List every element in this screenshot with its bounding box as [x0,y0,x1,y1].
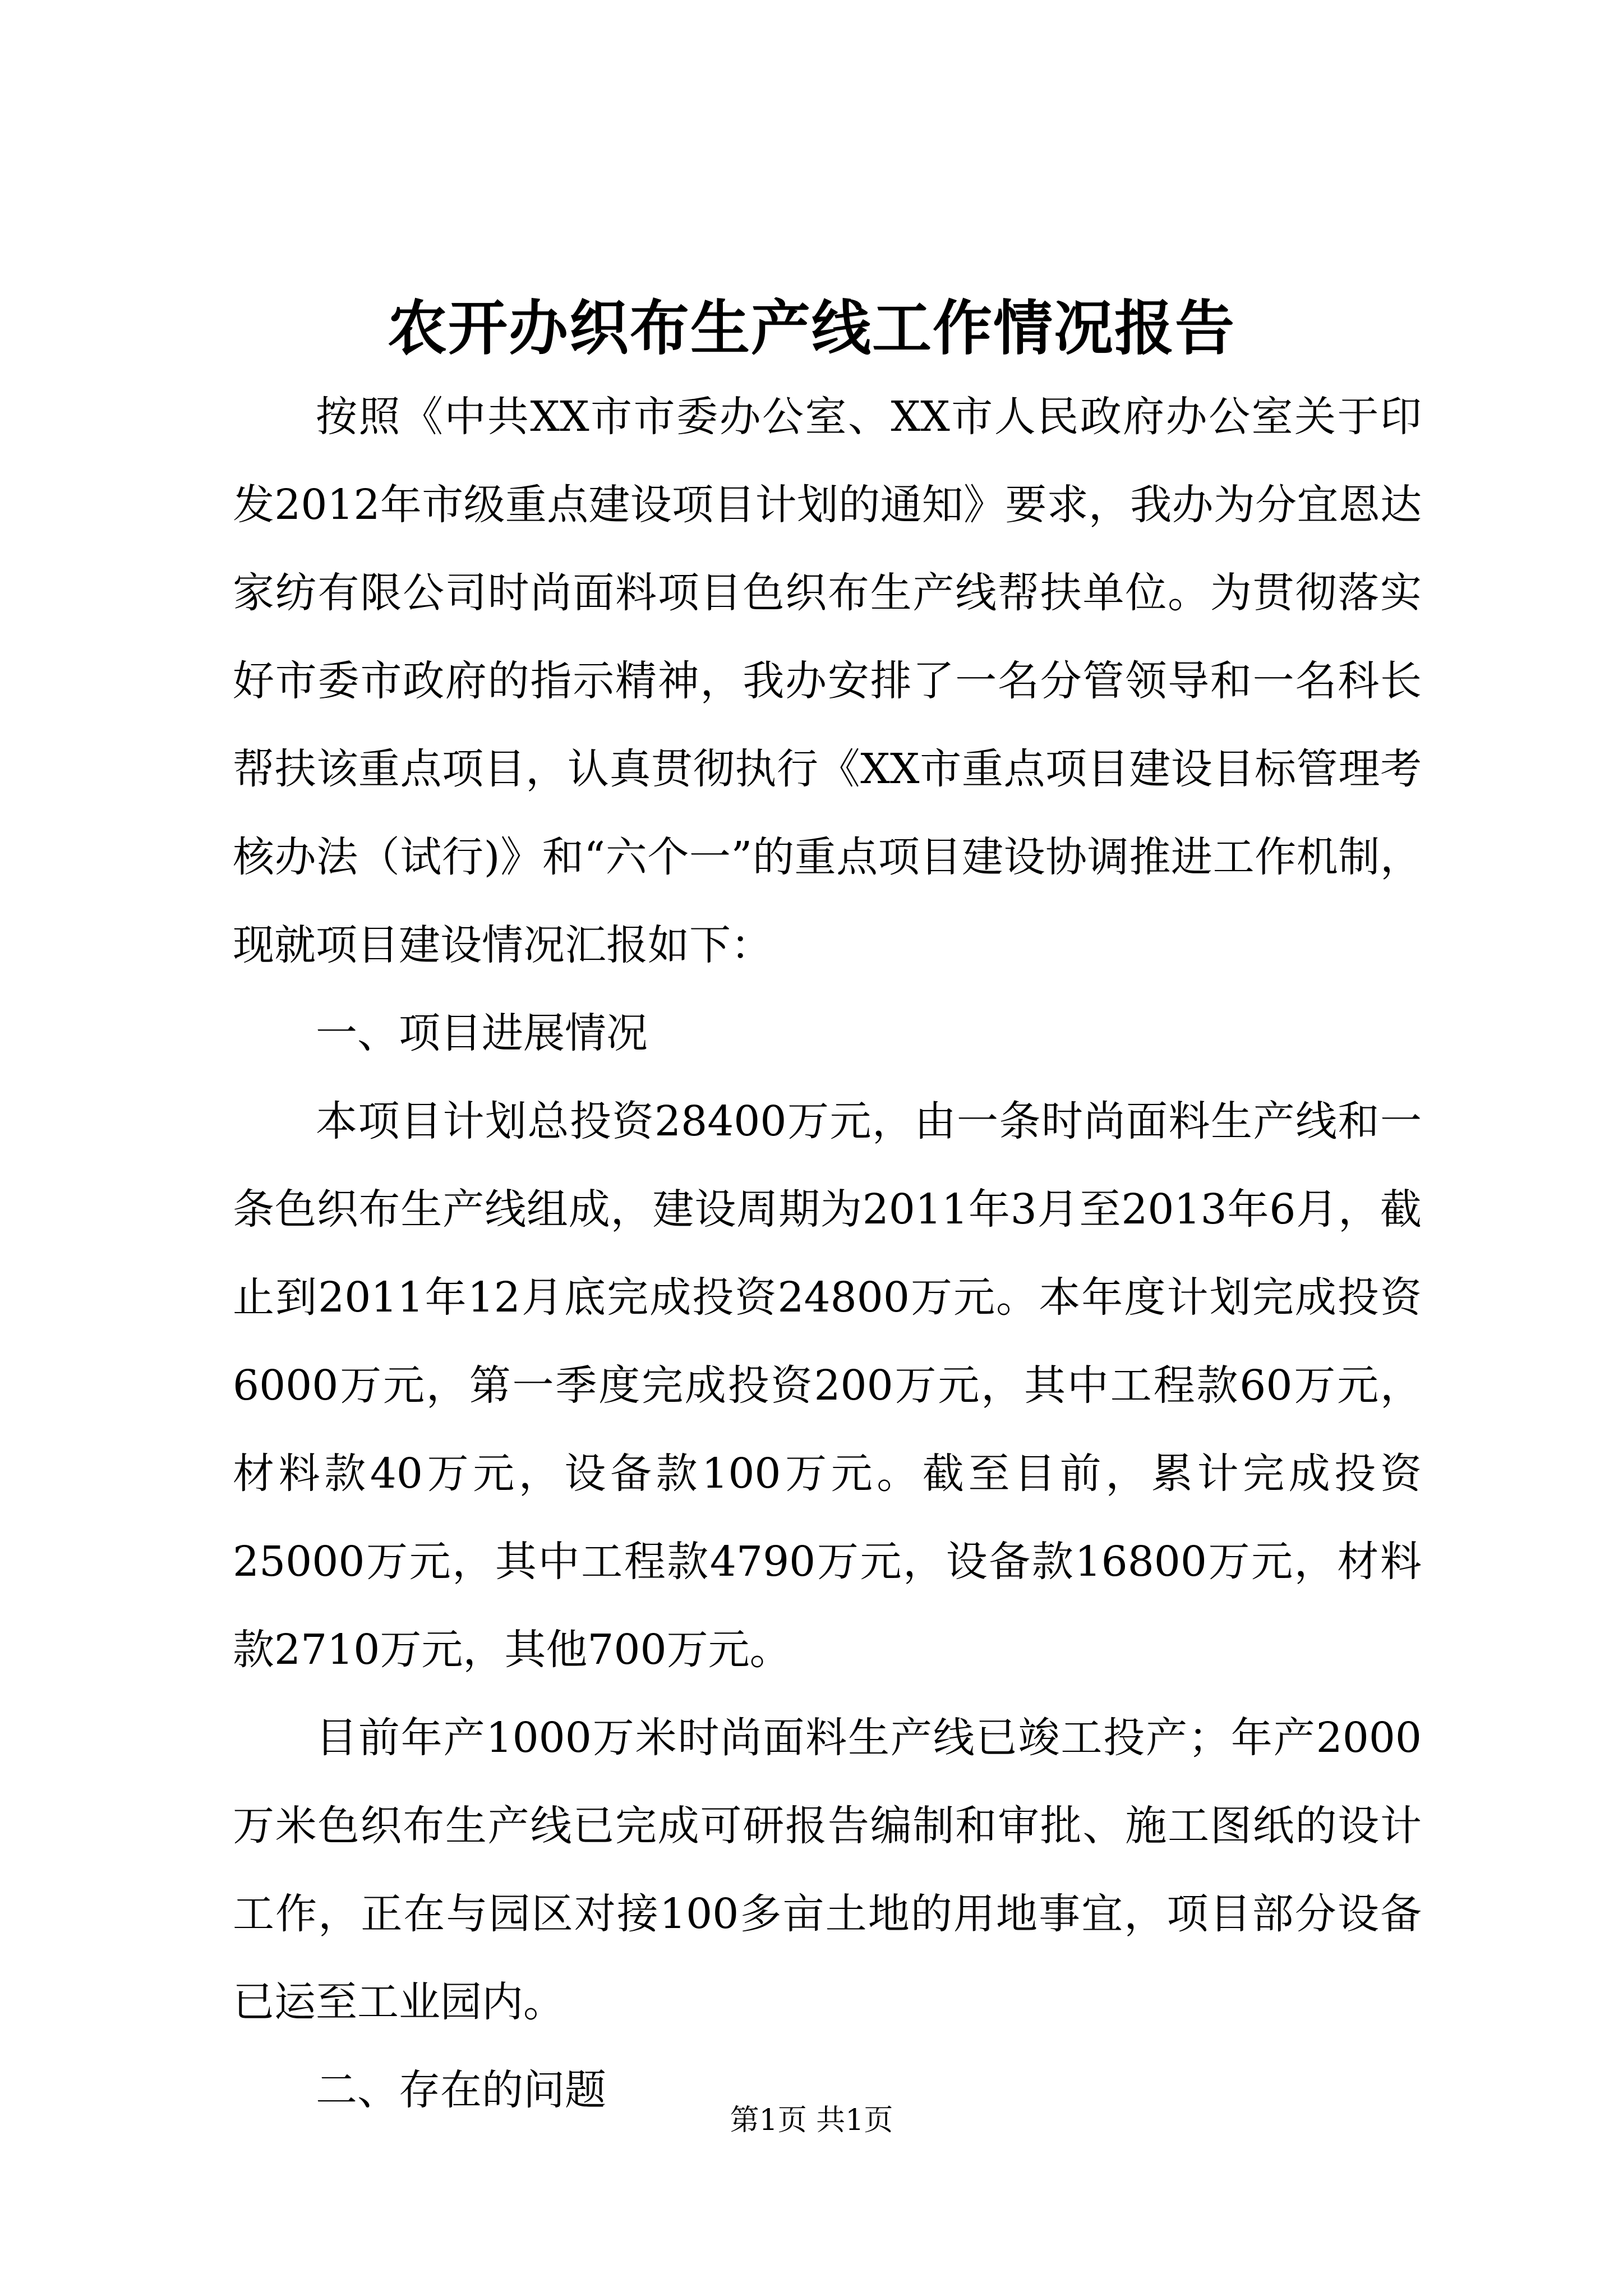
section-heading-problems: 二、存在的问题 [316,2066,606,2114]
document-title: 农开办织布生产线工作情况报告 [388,293,1235,363]
paragraph-intro: 按照《中共XX市市委办公室、XX市人民政府办公室关于印发2012年市级重点建设项目计划的通知》要求，我办为分宜恩达家纺有限公司时尚面料项目色织布生产线帮扶单位。为贯彻落实好市委市政府的指示精神，我办安排了一名分管领导和一名科长帮扶该重点项目，认真贯彻执行《XX市重点项目建设目标管理考核办法（试行)》和“六个一”的重点项目建设协调推进工作机制，现就项目建设情况汇报如下： [233,393,1422,969]
page-number-footer: 第1页 共1页 [730,2104,893,2137]
section-heading-progress: 一、项目进展情况 [316,1009,648,1057]
document-body [233,373,1422,2134]
paragraph-investment: 本项目计划总投资28400万元，由一条时尚面料生产线和一条色织布生产线组成，建设周期为2011年3月至2013年6月，截止到2011年12月底完成投资24800万元。本年度计划完成投资6000万元，第一季度完成投资200万元，其中工程款60万元，材料款40万元，设备款100万元。截至目前，累计完成投资25000万元，其中工程款4790万元，设备款16800万元，材料款2710万元，其他700万元。 [233,1097,1422,1674]
paragraph-production-lines: 目前年产1000万米时尚面料生产线已竣工投产；年产2000万米色织布生产线已完成可研报告编制和审批、施工图纸的设计工作，正在与园区对接100多亩土地的用地事宜，项目部分设备已运至工业园内。 [233,1714,1422,2026]
